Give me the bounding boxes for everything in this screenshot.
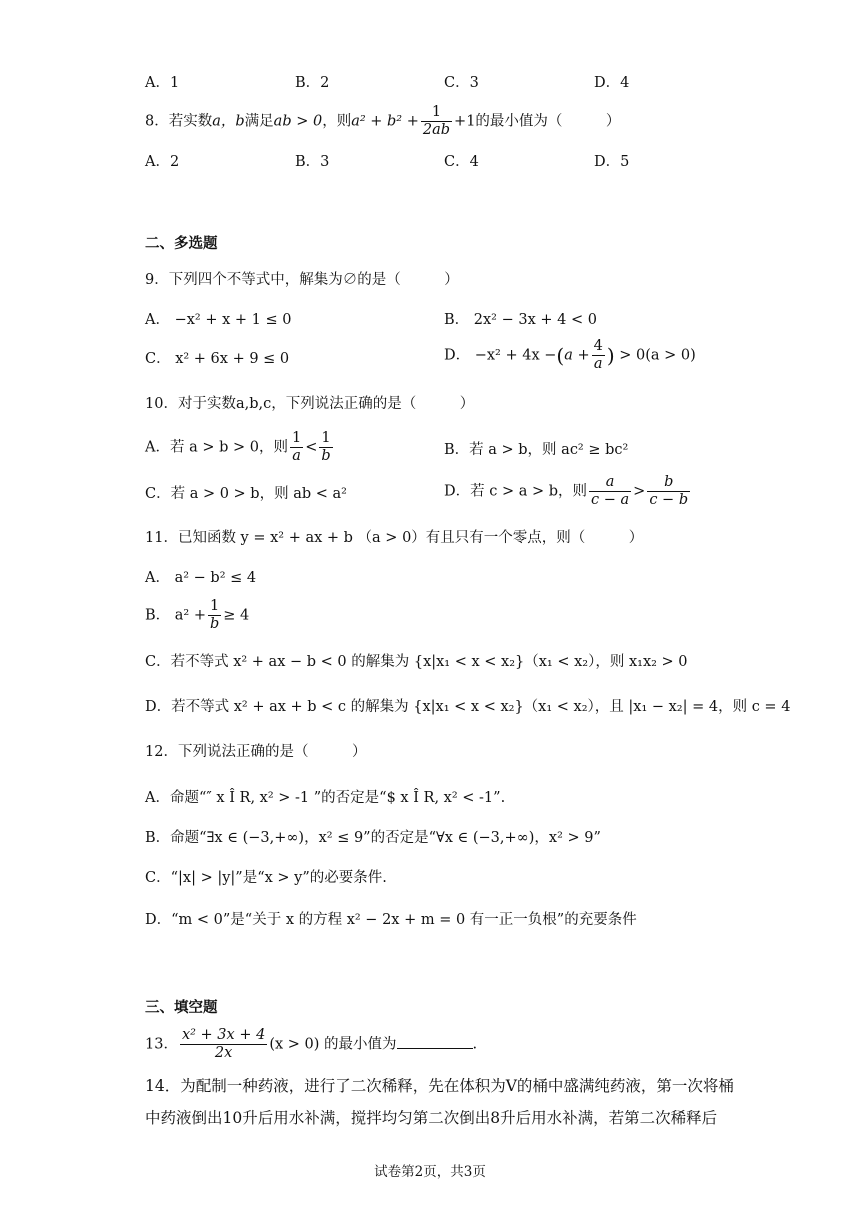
q12-option-a: A．命题“″ x Î R, x² > -1 ”的否定是“$ x Î R, x² < -1”. bbox=[145, 790, 506, 806]
section-title-multiple-choice: 二、多选题 bbox=[145, 236, 218, 252]
q10-option-a: A．若 a > b > 0，则 $\frac{1}{a}$ < $\frac{1}{b}$ bbox=[145, 430, 331, 464]
q8-option-d: D．5 bbox=[594, 154, 630, 170]
q12-option-c: C．“|x| > |y|”是“x > y”的必要条件. bbox=[145, 870, 387, 886]
q12-option-d: D．“m < 0”是“关于 x 的方程 x² − 2x + m = 0 有一正一负根”的充要条件 bbox=[145, 912, 637, 928]
q8-option-c: C．4 bbox=[444, 154, 479, 170]
q10-option-c: C．若 a > 0 > b，则 ab < a² bbox=[145, 486, 347, 502]
q8-fraction: $\frac{1}{2ab}$ bbox=[422, 104, 451, 138]
q7-option-a: A．1 bbox=[145, 75, 180, 91]
q11-stem: 11．已知函数 y = x² + ax + b （a > 0）有且只有一个零点，则（ ） bbox=[145, 530, 644, 546]
q13-stem: 13． $\frac{\text{x² + 3x + 4}}{2x}$ (x > 0) 的最小值为 . bbox=[145, 1027, 478, 1061]
q14-line-1: 14．为配制一种药液，进行了二次稀释，先在体积为V的桶中盛满纯药液，第一次将桶 bbox=[145, 1077, 734, 1095]
q11-option-a: A． a² − b² ≤ 4 bbox=[145, 570, 257, 586]
q9-stem: 9．下列四个不等式中，解集为∅的是（ ） bbox=[145, 272, 459, 288]
q14-line-2: 中药液倒出10升后用水补满，搅拌均匀第二次倒出8升后用水补满，若第二次稀释后 bbox=[145, 1109, 718, 1127]
q9-option-a: A． −x² + x + 1 ≤ 0 bbox=[145, 312, 292, 328]
q13-answer-blank bbox=[397, 1034, 473, 1049]
q11-option-b: B． a² + $\frac{1}{b}$ ≥ 4 bbox=[145, 598, 250, 632]
q12-stem: 12．下列说法正确的是（ ） bbox=[145, 744, 367, 760]
q7-option-d: D．4 bbox=[594, 75, 630, 91]
section-title-fill-in: 三、填空题 bbox=[145, 1000, 218, 1016]
q9-option-c: C． x² + 6x + 9 ≤ 0 bbox=[145, 351, 290, 367]
q12-option-b: B．命题“∃x ∈ (−3,+∞)，x² ≤ 9”的否定是“∀x ∈ (−3,+∞)，x² > 9” bbox=[145, 830, 601, 846]
q7-option-b: B．2 bbox=[295, 75, 330, 91]
q10-option-d: D．若 c > a > b，则 $\frac{a}{c - a}$ > $\frac{b}{c - b}$ bbox=[444, 474, 689, 508]
q11-option-c: C．若不等式 x² + ax − b < 0 的解集为 {x|x₁ < x < x₂}（x₁ < x₂），则 x₁x₂ > 0 bbox=[145, 654, 688, 670]
page-footer: 试卷第2页，共3页 bbox=[374, 1164, 486, 1180]
q10-stem: 10．对于实数a,b,c，下列说法正确的是（ ） bbox=[145, 396, 475, 412]
q9-option-b: B． 2x² − 3x + 4 < 0 bbox=[444, 312, 597, 328]
q7-option-c: C．3 bbox=[444, 75, 479, 91]
q9-option-d: D． −x² + 4x −(a + $\frac{4}{a}$ ) > 0(a > 0) bbox=[444, 338, 696, 372]
q8-option-b: B．3 bbox=[295, 154, 330, 170]
q8-stem: 8．若实数a，b满足ab > 0，则a² + b² + $\frac{1}{2ab}$ +1的最小值为（ ） bbox=[145, 104, 621, 138]
q8-option-a: A．2 bbox=[145, 154, 180, 170]
q11-option-d: D．若不等式 x² + ax + b < c 的解集为 {x|x₁ < x < x₂}（x₁ < x₂），且 |x₁ − x₂| = 4，则 c = 4 bbox=[145, 699, 791, 715]
q10-option-b: B．若 a > b，则 ac² ≥ bc² bbox=[444, 442, 629, 458]
q13-fraction: $\frac{\text{x² + 3x + 4}}{2x}$ bbox=[181, 1027, 266, 1061]
